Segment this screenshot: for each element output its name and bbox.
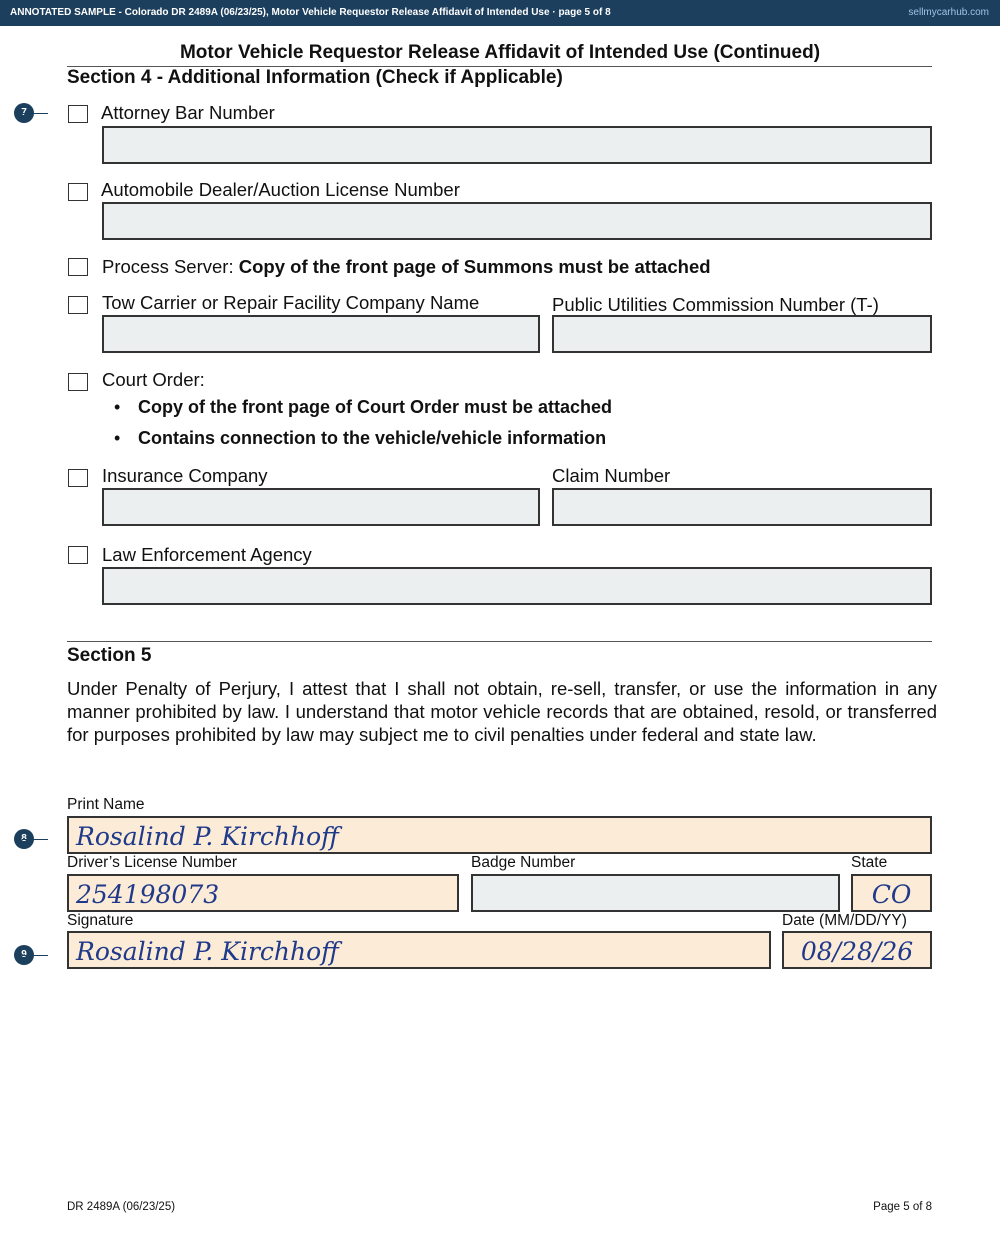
- footer-page-number: Page 5 of 8: [873, 1201, 932, 1213]
- print-name-field[interactable]: [67, 816, 932, 854]
- banner-site-link[interactable]: sellmycarhub.com: [908, 7, 989, 18]
- signature-field[interactable]: [67, 931, 771, 969]
- puc-number-label: Public Utilities Commission Number (T-): [552, 294, 879, 315]
- dealer-label: Automobile Dealer/Auction License Number: [101, 179, 460, 200]
- law-enforcement-checkbox[interactable]: [68, 546, 88, 564]
- marker-8-leader: [22, 839, 48, 840]
- court-order-bullet-2: • Contains connection to the vehicle/vehicle information: [114, 428, 607, 448]
- banner-title: ANNOTATED SAMPLE - Colorado DR 2489A (06/23/25), Motor Vehicle Requestor Release Affidavit of Intended Use · page 5 of 8: [10, 7, 611, 18]
- state-field[interactable]: [851, 874, 932, 912]
- annotation-marker-9: 9: [14, 945, 34, 965]
- signature-label: Signature: [67, 912, 134, 929]
- puc-number-field[interactable]: [552, 315, 932, 353]
- insurance-checkbox[interactable]: [68, 469, 88, 487]
- state-value: CO: [871, 880, 912, 909]
- tow-carrier-label: Tow Carrier or Repair Facility Company Name: [102, 292, 480, 313]
- tow-carrier-checkbox[interactable]: [68, 296, 88, 314]
- law-enforcement-field[interactable]: [102, 567, 932, 605]
- section4-heading: Section 4 - Additional Information (Check if Applicable): [67, 67, 563, 88]
- claim-number-label: Claim Number: [552, 465, 671, 486]
- claim-number-field[interactable]: [552, 488, 932, 526]
- law-enforcement-label: Law Enforcement Agency: [102, 544, 312, 565]
- process-server-title: Process Server:: [102, 256, 234, 277]
- process-server-note: Copy of the front page of Summons must be attached: [238, 256, 711, 277]
- date-field[interactable]: [782, 931, 932, 969]
- form-title: Motor Vehicle Requestor Release Affidavit of Intended Use (Continued): [179, 42, 821, 63]
- marker-7-leader: [22, 113, 48, 114]
- section5-divider: [67, 641, 932, 642]
- print-name-value: Rosalind P. Kirchhoff: [76, 822, 339, 851]
- attorney-bar-number-field[interactable]: [102, 126, 932, 164]
- court-order-label: Court Order:: [102, 369, 205, 390]
- print-name-label: Print Name: [67, 796, 145, 813]
- attorney-label: Attorney Bar Number: [101, 102, 275, 123]
- signature-value: Rosalind P. Kirchhoff: [76, 937, 339, 966]
- court-bullet-text-1: Copy of the front page of Court Order must be attached: [138, 397, 613, 417]
- annotation-marker-7: 7: [14, 103, 34, 123]
- tow-carrier-field[interactable]: [102, 315, 540, 353]
- attorney-checkbox[interactable]: [68, 105, 88, 123]
- section5-heading: Section 5: [67, 645, 152, 666]
- insurance-label: Insurance Company: [102, 465, 268, 486]
- marker-9-leader: [22, 955, 48, 956]
- drivers-license-field[interactable]: [67, 874, 459, 912]
- dealer-license-field[interactable]: [102, 202, 932, 240]
- footer-form-id: DR 2489A (06/23/25): [67, 1201, 176, 1213]
- badge-number-field[interactable]: [471, 874, 840, 912]
- annotation-marker-8: 8: [14, 829, 34, 849]
- court-order-bullet-1: • Copy of the front page of Court Order must be attached: [114, 397, 613, 417]
- court-bullet-text-2: Contains connection to the vehicle/vehicle information: [138, 428, 607, 448]
- state-label: State: [851, 854, 888, 871]
- drivers-license-value: 254198073: [76, 880, 220, 909]
- insurance-company-field[interactable]: [102, 488, 540, 526]
- date-label: Date (MM/DD/YY): [782, 912, 907, 929]
- perjury-attestation: Under Penalty of Perjury, I attest that I shall not obtain, re-sell, transfer, or use the information in any manner prohibited by law. I understand that motor vehicle records that are obtained, resold, or transferred for purposes prohibited by law may subject me to civil penalties under federal and state law.: [67, 678, 937, 745]
- process-server-checkbox[interactable]: [68, 258, 88, 276]
- date-value: 08/28/26: [800, 937, 914, 966]
- badge-number-label: Badge Number: [471, 854, 576, 871]
- dealer-checkbox[interactable]: [68, 183, 88, 201]
- court-order-checkbox[interactable]: [68, 373, 88, 391]
- drivers-license-label: Driver’s License Number: [67, 854, 237, 871]
- process-server-label: [102, 256, 711, 278]
